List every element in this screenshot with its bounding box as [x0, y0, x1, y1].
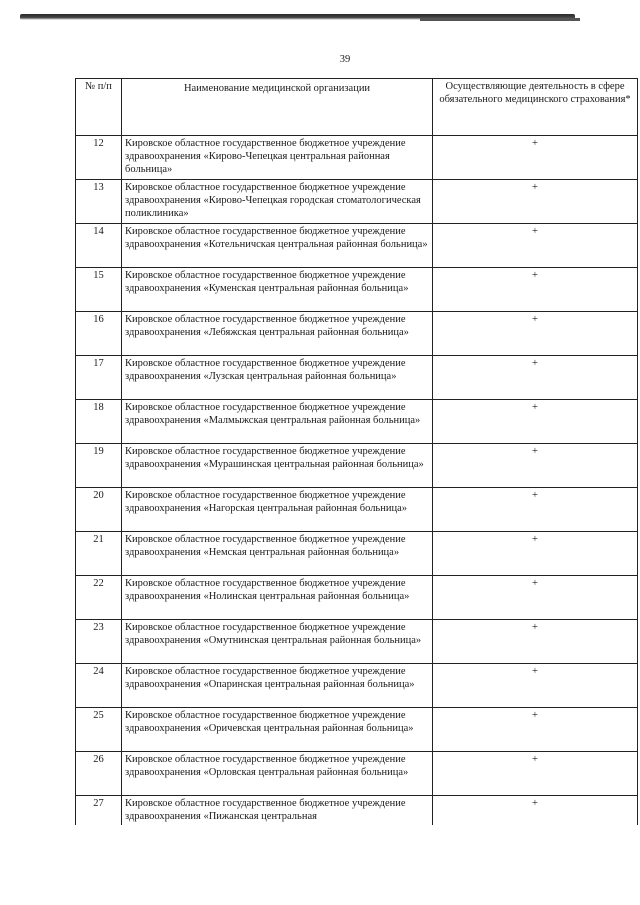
organization-name: Кировское областное государственное бюджетное учреждение здравоохранения «Нолинская центральная районная больница» [122, 576, 433, 620]
oms-mark: + [433, 488, 638, 532]
oms-mark: + [433, 312, 638, 356]
table-row [76, 708, 638, 752]
organization-name: Кировское областное государственное бюджетное учреждение здравоохранения «Куменская центральная районная больница» [122, 268, 433, 312]
row-number: 15 [76, 268, 122, 312]
organization-name: Кировское областное государственное бюджетное учреждение здравоохранения «Немская центральная районная больница» [122, 532, 433, 576]
header-number: № п/п [76, 79, 122, 136]
table-row [76, 444, 638, 488]
organization-name: Кировское областное государственное бюджетное учреждение здравоохранения «Малмыжская центральная районная больница» [122, 400, 433, 444]
row-number: 12 [76, 136, 122, 180]
row-number: 14 [76, 224, 122, 268]
organization-name: Кировское областное государственное бюджетное учреждение здравоохранения «Кирово-Чепецкая центральная районная больница» [122, 136, 433, 180]
table-row [76, 400, 638, 444]
row-number: 26 [76, 752, 122, 796]
table-header-row [76, 79, 638, 136]
oms-mark: + [433, 708, 638, 752]
organization-name: Кировское областное государственное бюджетное учреждение здравоохранения «Омутнинская центральная районная больница» [122, 620, 433, 664]
table-row [76, 664, 638, 708]
medical-organizations-table [75, 78, 638, 825]
page-number: 39 [339, 54, 351, 65]
table-row [76, 312, 638, 356]
organization-name: Кировское областное государственное бюджетное учреждение здравоохранения «Пижанская центральная [122, 796, 433, 826]
oms-mark: + [433, 620, 638, 664]
row-number: 23 [76, 620, 122, 664]
table-row [76, 620, 638, 664]
oms-mark: + [433, 796, 638, 826]
oms-mark: + [433, 444, 638, 488]
organization-name: Кировское областное государственное бюджетное учреждение здравоохранения «Лузская центральная районная больница» [122, 356, 433, 400]
table-row [76, 752, 638, 796]
table-row [76, 532, 638, 576]
oms-mark: + [433, 268, 638, 312]
row-number: 22 [76, 576, 122, 620]
organization-name: Кировское областное государственное бюджетное учреждение здравоохранения «Лебяжская центральная районная больница» [122, 312, 433, 356]
organization-name: Кировское областное государственное бюджетное учреждение здравоохранения «Опаринская центральная районная больница» [122, 664, 433, 708]
organization-name: Кировское областное государственное бюджетное учреждение здравоохранения «Мурашинская центральная районная больница» [122, 444, 433, 488]
scan-artifact-line [420, 18, 580, 21]
organization-name: Кировское областное государственное бюджетное учреждение здравоохранения «Оричевская центральная районная больница» [122, 708, 433, 752]
table-row [76, 268, 638, 312]
oms-mark: + [433, 752, 638, 796]
organization-name: Кировское областное государственное бюджетное учреждение здравоохранения «Нагорская центральная районная больница» [122, 488, 433, 532]
row-number: 27 [76, 796, 122, 826]
table-row [76, 356, 638, 400]
table-row [76, 796, 638, 826]
oms-mark: + [433, 356, 638, 400]
oms-mark: + [433, 400, 638, 444]
row-number: 13 [76, 180, 122, 224]
header-oms: Осуществляющие деятельность в сфере обязательного медицинского страхования* [433, 79, 638, 136]
oms-mark: + [433, 180, 638, 224]
row-number: 24 [76, 664, 122, 708]
organization-name: Кировское областное государственное бюджетное учреждение здравоохранения «Кирово-Чепецкая городская стоматологическая поликлиника» [122, 180, 433, 224]
row-number: 17 [76, 356, 122, 400]
organization-name: Кировское областное государственное бюджетное учреждение здравоохранения «Орловская центральная районная больница» [122, 752, 433, 796]
oms-mark: + [433, 576, 638, 620]
row-number: 21 [76, 532, 122, 576]
row-number: 19 [76, 444, 122, 488]
table-row [76, 488, 638, 532]
row-number: 25 [76, 708, 122, 752]
organization-name: Кировское областное государственное бюджетное учреждение здравоохранения «Котельничская центральная районная больница» [122, 224, 433, 268]
oms-mark: + [433, 532, 638, 576]
header-organization-name: Наименование медицинской организации [122, 79, 433, 136]
row-number: 20 [76, 488, 122, 532]
table-row [76, 180, 638, 224]
oms-mark: + [433, 664, 638, 708]
oms-mark: + [433, 224, 638, 268]
table-row [76, 136, 638, 180]
row-number: 18 [76, 400, 122, 444]
table-row [76, 576, 638, 620]
oms-mark: + [433, 136, 638, 180]
row-number: 16 [76, 312, 122, 356]
table-row [76, 224, 638, 268]
